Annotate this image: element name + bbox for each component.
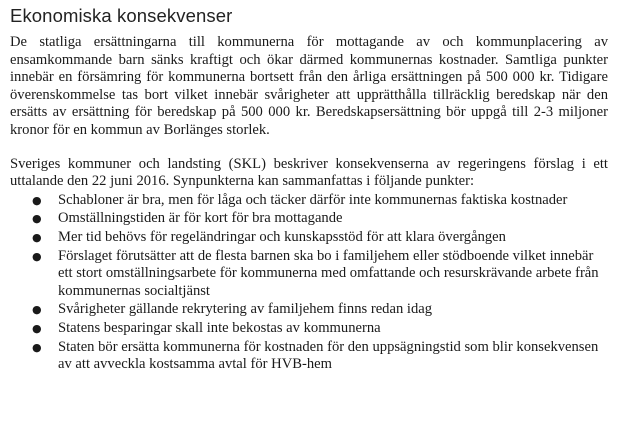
bullet-icon: ● <box>32 193 42 207</box>
list-item <box>32 339 608 374</box>
list-item-text: Förslaget förutsätter att de flesta barnen ska bo i familjehem eller stödboende vilket innebär ett stort omställningsarbete för kommunerna med omfattande och resurskrävande arbete från kommunernas socialtjänst <box>58 247 599 299</box>
list-item <box>32 301 608 319</box>
list-item-text: Omställningstiden är för kort för bra mottagande <box>58 210 343 227</box>
list-item <box>32 210 608 228</box>
list-item-text: Svårigheter gällande rekrytering av familjehem finns redan idag <box>58 301 433 318</box>
bullet-icon: ● <box>32 321 42 335</box>
list-item-text: Schabloner är bra, men för låga och täcker därför inte kommunernas faktiska kostnader <box>58 191 568 208</box>
paragraph-skl: Sveriges kommuner och landsting (SKL) beskriver konsekvenserna av regeringens förslag i ett uttalande den 22 juni 2016. Synpunkterna kan sammanfattas i följande punkter: <box>10 155 608 190</box>
list-item <box>32 248 608 301</box>
list-item-text: Staten bör ersätta kommunerna för kostnaden för den uppsägningstid som blir konsekvensen av att avveckla kostsamma avtal för HVB-hem <box>58 338 599 373</box>
list-item <box>32 192 608 210</box>
list-item-text: Statens besparingar skall inte bekostas av kommunerna <box>58 319 381 336</box>
bullet-icon: ● <box>32 212 42 226</box>
bullet-icon: ● <box>32 230 42 244</box>
paragraph-intro: De statliga ersättningarna till kommunerna för mottagande av och kommunplacering av ensamkommande barn sänks kraftigt och ökar därmed kommunernas kostnader. Samtliga punkter innebär en försämring för kommunerna bortsett från den årliga ersättningen på 500 000 kr. Tidigare överenskommelse tas bort vilket innebär svårigheter att upprätthålla tillräcklig beredskap när den ersätts av ersättning för beredskap på 500 000 kr. Beredskapsersättning bör uppgå till 2-3 miljoner kronor för en kommun av Borlänges storlek. <box>10 34 608 138</box>
bullet-icon: ● <box>32 340 42 354</box>
bullet-icon: ● <box>32 303 42 317</box>
list-item-text: Mer tid behövs för regeländringar och kunskapsstöd för att klara övergången <box>58 228 506 245</box>
list-item <box>32 229 608 247</box>
bullet-icon: ● <box>32 249 42 263</box>
bullet-list <box>10 192 608 374</box>
list-item <box>32 320 608 338</box>
section-heading: Ekonomiska konsekvenser <box>10 5 233 26</box>
